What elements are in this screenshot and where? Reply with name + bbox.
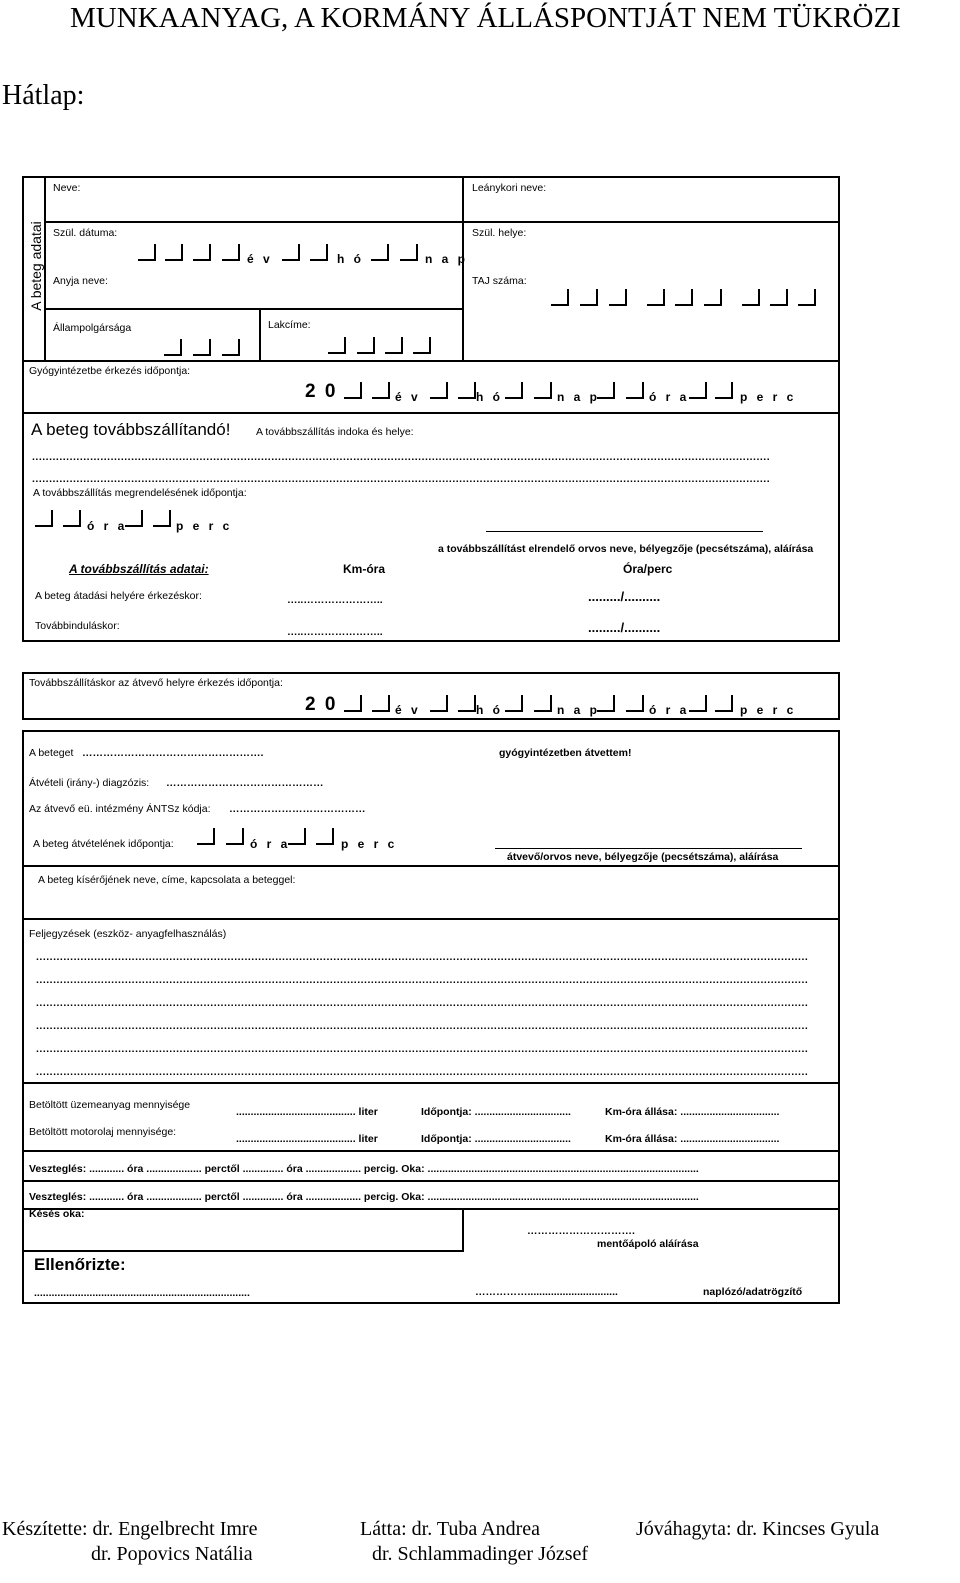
time-header: Óra/perc xyxy=(623,562,673,576)
notes-line[interactable]: .................................................................................................................................................................................................................................. xyxy=(36,1020,809,1032)
notes-label: Feljegyzések (eszköz- anyagfelhasználás) xyxy=(29,928,227,940)
page-label: Hátlap: xyxy=(2,80,85,111)
receipt-time-label: A beteg átvételének időpontja: xyxy=(33,838,174,850)
seen-by: Látta: dr. Tuba Andrea xyxy=(360,1518,540,1540)
name-label: Neve: xyxy=(53,182,81,194)
draft-banner: MUNKAANYAG, A KORMÁNY ÁLLÁSPONTJÁT NEM TÜKRÖZI xyxy=(70,2,901,34)
receiving-institution-dots[interactable]: ……………………………………………. xyxy=(82,747,264,759)
paramedic-signature-caption: mentőápoló aláírása xyxy=(597,1238,699,1250)
transfer-reason-line-1[interactable]: ........................................................................................................................................................................................................................ xyxy=(32,451,771,463)
receipt-hour-unit: ó r a xyxy=(250,837,291,851)
mother-name-label: Anyja neve: xyxy=(53,275,108,287)
arrival-hour-unit: ó r a xyxy=(649,390,690,404)
arrival-year-prefix: 2 0 xyxy=(305,381,338,402)
antsz-code-dots[interactable]: ………………………………… xyxy=(229,803,366,815)
taj-label: TAJ száma: xyxy=(472,275,527,287)
doctor-signature-caption: a továbbszállítást elrendelő orvos neve, bélyegzője (pecsétszáma), aláírása xyxy=(438,543,814,555)
order-hour-unit: ó r a xyxy=(87,519,128,533)
delay-reason-label: Késés oka: xyxy=(29,1208,85,1220)
receiving-year-unit: é v xyxy=(395,703,421,717)
receiving-year-prefix: 2 0 xyxy=(305,694,338,715)
transfer-title: A beteg továbbszállítandó! xyxy=(31,420,231,439)
transfer-reason-label: A továbbszállítás indoka és helye: xyxy=(256,426,414,438)
dob-day-unit: n a p xyxy=(425,252,469,266)
departure-time-value[interactable]: ........./.......... xyxy=(588,620,661,635)
receiving-day-unit: n a p xyxy=(557,703,601,717)
notes-line[interactable]: .................................................................................................................................................................................................................................. xyxy=(36,951,809,963)
order-time-label: A továbbszállítás megrendelésének időpontja: xyxy=(33,487,247,499)
oil-km[interactable]: Km-óra állása: .................................. xyxy=(605,1133,780,1145)
arrival-month-unit: h ó xyxy=(476,390,503,404)
antsz-code-label: Az átvevő eü. intézmény ÁNTSz kódja: xyxy=(29,803,211,815)
km-header: Km-óra xyxy=(343,562,386,576)
prepared-by: Készítette: dr. Engelbrecht Imre xyxy=(2,1518,258,1540)
dob-label: Szül. dátuma: xyxy=(53,227,118,239)
patient-received-prefix: A beteget xyxy=(29,747,74,759)
receiver-signature-line[interactable] xyxy=(495,848,802,849)
logger-caption: naplózó/adatrögzítő xyxy=(703,1286,803,1298)
fuel-label: Betöltött üzemeanyag mennyisége xyxy=(29,1099,191,1111)
arrival-minute-unit: p e r c xyxy=(740,390,797,404)
diagnosis-dots[interactable]: ……………………………………… xyxy=(166,777,324,789)
waiting-line-1[interactable]: Veszteglés: ............ óra ................... perctől .............. óra ................... percig. Oka: ............................................................................................. xyxy=(29,1163,699,1175)
departure-label: Továbbinduláskor: xyxy=(35,620,120,632)
checked-by-label: Ellenőrizte: xyxy=(34,1255,126,1274)
order-minute-unit: p e r c xyxy=(176,519,233,533)
dob-month-unit: h ó xyxy=(337,252,364,266)
receipt-minute-unit: p e r c xyxy=(341,837,398,851)
birthplace-label: Szül. helye: xyxy=(472,227,527,239)
arrival-label: Gyógyintézetbe érkezés időpontja: xyxy=(29,365,191,377)
receiver-signature-caption: átvevő/orvos neve, bélyegzője (pecsétszáma), aláírása xyxy=(507,851,779,863)
oil-label: Betöltött motorolaj mennyisége: xyxy=(29,1126,177,1138)
departure-km-value[interactable]: …..………………….. xyxy=(287,626,383,638)
receiving-minute-unit: p e r c xyxy=(740,703,797,717)
notes-line[interactable]: .................................................................................................................................................................................................................................. xyxy=(36,997,809,1009)
patient-side-label: A beteg adatai xyxy=(28,221,44,311)
handover-time-value[interactable]: ........./.......... xyxy=(588,589,661,604)
fuel-time[interactable]: Időpontja: ................................. xyxy=(421,1106,571,1118)
fuel-km[interactable]: Km-óra állása: .................................. xyxy=(605,1106,780,1118)
waiting-line-2[interactable]: Veszteglés: ............ óra ................... perctől .............. óra ................... percig. Oka: ............................................................................................. xyxy=(29,1191,699,1203)
transfer-reason-line-2[interactable]: ........................................................................................................................................................................................................................ xyxy=(32,473,771,485)
transfer-data-title: A továbbszállítás adatai: xyxy=(69,562,209,576)
receiving-time-label: Továbbszállításkor az átvevő helyre érkezés időpontja: xyxy=(29,677,283,689)
maiden-name-label: Leánykori neve: xyxy=(472,182,547,194)
patient-received-suffix: gyógyintézetben átvettem! xyxy=(499,747,632,759)
prepared-by-2: dr. Popovics Natália xyxy=(91,1543,253,1565)
paramedic-signature-line[interactable]: …………………………. xyxy=(527,1225,635,1237)
address-label: Lakcíme: xyxy=(268,319,311,331)
receiving-month-unit: h ó xyxy=(476,703,503,717)
notes-line[interactable]: .................................................................................................................................................................................................................................. xyxy=(36,974,809,986)
citizenship-label: Állampolgársága xyxy=(53,322,132,334)
arrival-day-unit: n a p xyxy=(557,390,601,404)
fuel-amount[interactable]: ......................................... liter xyxy=(236,1106,378,1118)
receiving-hour-unit: ó r a xyxy=(649,703,690,717)
arrival-year-unit: é v xyxy=(395,390,421,404)
handover-km-value[interactable]: …..………………….. xyxy=(287,594,383,606)
patient-data-box xyxy=(22,176,840,362)
dob-year-unit: é v xyxy=(247,252,273,266)
notes-line[interactable]: .................................................................................................................................................................................................................................. xyxy=(36,1066,809,1078)
oil-time[interactable]: Időpontja: ................................. xyxy=(421,1133,571,1145)
seen-by-2: dr. Schlammadinger József xyxy=(372,1543,589,1565)
handover-arrival-label: A beteg átadási helyére érkezéskor: xyxy=(35,590,202,602)
companion-label: A beteg kísérőjének neve, címe, kapcsolata a beteggel: xyxy=(38,874,296,886)
logger-signature-line[interactable]: ……………............................... xyxy=(475,1286,618,1298)
approved-by: Jóváhagyta: dr. Kincses Gyula xyxy=(636,1518,880,1540)
doctor-signature-line[interactable] xyxy=(486,531,763,532)
notes-line[interactable]: .................................................................................................................................................................................................................................. xyxy=(36,1043,809,1055)
oil-amount[interactable]: ......................................... liter xyxy=(236,1133,378,1145)
checked-by-signature-line[interactable]: .......................................................................... xyxy=(34,1287,250,1299)
diagnosis-label: Átvételi (irány-) diagzózis: xyxy=(29,777,150,789)
